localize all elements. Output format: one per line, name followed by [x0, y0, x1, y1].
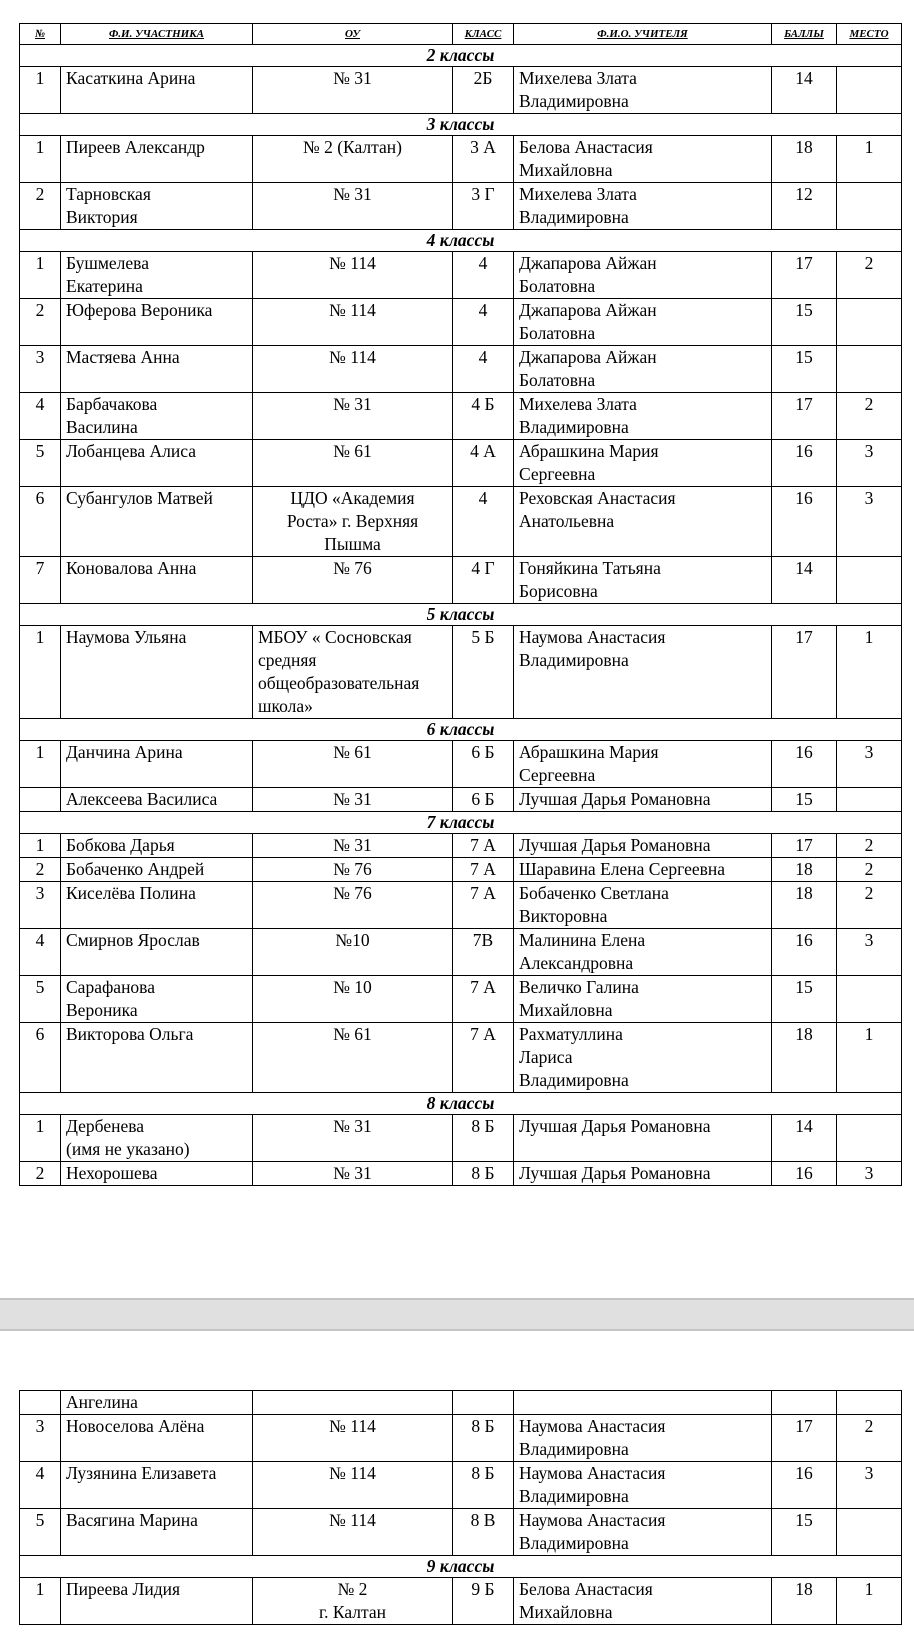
cell-score: 16 — [772, 929, 837, 976]
cell-number: 4 — [20, 393, 61, 440]
cell-class: 3 Г — [453, 183, 514, 230]
cell-number: 5 — [20, 440, 61, 487]
cell-school: № 76 — [253, 882, 453, 929]
table-row — [20, 1115, 902, 1162]
cell-score: 17 — [772, 393, 837, 440]
cell-place: 2 — [837, 858, 902, 882]
cell-place: 1 — [837, 626, 902, 719]
cell-teacher: Бобаченко Светлана Викторовна — [514, 882, 772, 929]
table-row — [20, 788, 902, 812]
cell-teacher: Лучшая Дарья Романовна — [514, 1162, 772, 1186]
table-row — [20, 1162, 902, 1186]
cell-number: 2 — [20, 858, 61, 882]
header-class: КЛАСС — [453, 24, 514, 45]
cell-score: 17 — [772, 252, 837, 299]
cell-place — [837, 346, 902, 393]
cell-school: № 31 — [253, 788, 453, 812]
cell-number: 1 — [20, 741, 61, 788]
cell-place: 3 — [837, 440, 902, 487]
cell-teacher: Лучшая Дарья Романовна — [514, 834, 772, 858]
cell-participant: Субангулов Матвей — [61, 487, 253, 557]
results-table-page-1 — [19, 23, 902, 1186]
cell-score: 14 — [772, 557, 837, 604]
table-body — [20, 1391, 902, 1625]
section-row — [20, 812, 902, 834]
table-header — [20, 24, 902, 45]
cell-participant: Коновалова Анна — [61, 557, 253, 604]
table-row — [20, 626, 902, 719]
section-title: 7 классы — [20, 812, 902, 834]
cell-school: № 76 — [253, 858, 453, 882]
cell-number — [20, 1391, 61, 1415]
section-title: 8 классы — [20, 1093, 902, 1115]
cell-school: № 31 — [253, 834, 453, 858]
cell-teacher: Михелева Злата Владимировна — [514, 393, 772, 440]
cell-participant: Бушмелева Екатерина — [61, 252, 253, 299]
table-row — [20, 976, 902, 1023]
table-body — [20, 45, 902, 1186]
cell-number: 1 — [20, 67, 61, 114]
cell-school: МБОУ « Сосновская средняя общеобразовательная школа» — [253, 626, 453, 719]
cell-participant: Лобанцева Алиса — [61, 440, 253, 487]
cell-number: 6 — [20, 487, 61, 557]
section-title: 3 классы — [20, 114, 902, 136]
cell-participant: Киселёва Полина — [61, 882, 253, 929]
cell-score: 17 — [772, 1415, 837, 1462]
table-row — [20, 1578, 902, 1625]
cell-teacher: Белова Анастасия Михайловна — [514, 136, 772, 183]
cell-number: 2 — [20, 299, 61, 346]
section-row — [20, 230, 902, 252]
table-row — [20, 1023, 902, 1093]
cell-school: № 2 (Калтан) — [253, 136, 453, 183]
cell-school: № 31 — [253, 183, 453, 230]
cell-teacher: Малинина Елена Александровна — [514, 929, 772, 976]
cell-school: № 10 — [253, 976, 453, 1023]
cell-class: 8 В — [453, 1509, 514, 1556]
table-row — [20, 741, 902, 788]
table-row — [20, 299, 902, 346]
cell-score: 12 — [772, 183, 837, 230]
table-row — [20, 858, 902, 882]
cell-participant: Касаткина Арина — [61, 67, 253, 114]
header-school: ОУ — [253, 24, 453, 45]
cell-number: 3 — [20, 346, 61, 393]
cell-teacher: Гоняйкина Татьяна Борисовна — [514, 557, 772, 604]
cell-class: 7 А — [453, 834, 514, 858]
section-row — [20, 114, 902, 136]
cell-class: 8 Б — [453, 1415, 514, 1462]
cell-participant: Бобкова Дарья — [61, 834, 253, 858]
section-row — [20, 604, 902, 626]
cell-class: 8 Б — [453, 1462, 514, 1509]
cell-place — [837, 557, 902, 604]
cell-place: 3 — [837, 1162, 902, 1186]
cell-class: 7 А — [453, 858, 514, 882]
cell-school: № 31 — [253, 1115, 453, 1162]
cell-class: 8 Б — [453, 1115, 514, 1162]
cell-score: 15 — [772, 1509, 837, 1556]
section-row — [20, 1093, 902, 1115]
table-row — [20, 346, 902, 393]
header-number: № — [20, 24, 61, 45]
cell-teacher: Михелева Злата Владимировна — [514, 67, 772, 114]
cell-place: 1 — [837, 1578, 902, 1625]
table-row — [20, 136, 902, 183]
cell-score: 14 — [772, 67, 837, 114]
cell-class: 7В — [453, 929, 514, 976]
cell-place: 3 — [837, 929, 902, 976]
cell-class: 4 — [453, 299, 514, 346]
cell-teacher: Джапарова Айжан Болатовна — [514, 346, 772, 393]
cell-score — [772, 1391, 837, 1415]
table-row — [20, 1415, 902, 1462]
cell-place: 3 — [837, 487, 902, 557]
cell-number: 5 — [20, 1509, 61, 1556]
cell-class — [453, 1391, 514, 1415]
cell-number: 1 — [20, 1115, 61, 1162]
section-row — [20, 45, 902, 67]
cell-score: 17 — [772, 834, 837, 858]
cell-class: 5 Б — [453, 626, 514, 719]
cell-score: 15 — [772, 788, 837, 812]
cell-participant: Новоселова Алёна — [61, 1415, 253, 1462]
cell-school: № 114 — [253, 1462, 453, 1509]
table-row — [20, 393, 902, 440]
cell-school: № 114 — [253, 1509, 453, 1556]
cell-place: 2 — [837, 393, 902, 440]
section-title: 4 классы — [20, 230, 902, 252]
cell-class: 2Б — [453, 67, 514, 114]
cell-class: 7 А — [453, 882, 514, 929]
cell-participant: Ангелина — [61, 1391, 253, 1415]
cell-participant: Барбачакова Василина — [61, 393, 253, 440]
cell-school: № 61 — [253, 741, 453, 788]
cell-teacher: Наумова Анастасия Владимировна — [514, 1462, 772, 1509]
header-participant: Ф.И. УЧАСТНИКА — [61, 24, 253, 45]
cell-class: 9 Б — [453, 1578, 514, 1625]
section-row — [20, 1556, 902, 1578]
section-title: 2 классы — [20, 45, 902, 67]
cell-school: № 31 — [253, 67, 453, 114]
cell-class: 4 — [453, 487, 514, 557]
cell-class: 8 Б — [453, 1162, 514, 1186]
cell-score: 16 — [772, 1162, 837, 1186]
cell-participant: Бобаченко Андрей — [61, 858, 253, 882]
cell-place — [837, 976, 902, 1023]
cell-school: № 61 — [253, 440, 453, 487]
cell-school: № 61 — [253, 1023, 453, 1093]
cell-school: № 114 — [253, 252, 453, 299]
cell-place — [837, 1391, 902, 1415]
cell-teacher: Белова Анастасия Михайловна — [514, 1578, 772, 1625]
table-row — [20, 1509, 902, 1556]
cell-teacher: Лучшая Дарья Романовна — [514, 788, 772, 812]
cell-score: 18 — [772, 1578, 837, 1625]
cell-score: 18 — [772, 858, 837, 882]
cell-class: 4 — [453, 346, 514, 393]
cell-teacher: Наумова Анастасия Владимировна — [514, 1509, 772, 1556]
cell-teacher: Абрашкина Мария Сергеевна — [514, 741, 772, 788]
cell-number: 1 — [20, 136, 61, 183]
header-teacher: Ф.И.О. УЧИТЕЛЯ — [514, 24, 772, 45]
cell-score: 16 — [772, 1462, 837, 1509]
cell-number: 2 — [20, 1162, 61, 1186]
header-score: БАЛЛЫ — [772, 24, 837, 45]
cell-score: 18 — [772, 882, 837, 929]
cell-number: 4 — [20, 1462, 61, 1509]
cell-participant: Викторова Ольга — [61, 1023, 253, 1093]
cell-teacher: Шаравина Елена Сергеевна — [514, 858, 772, 882]
cell-score: 16 — [772, 440, 837, 487]
cell-number: 2 — [20, 183, 61, 230]
header-place: МЕСТО — [837, 24, 902, 45]
cell-school: №10 — [253, 929, 453, 976]
cell-number: 5 — [20, 976, 61, 1023]
cell-class: 3 А — [453, 136, 514, 183]
cell-number: 6 — [20, 1023, 61, 1093]
cell-participant: Тарновская Виктория — [61, 183, 253, 230]
cell-class: 4 — [453, 252, 514, 299]
cell-teacher: Реховская Анастасия Анатольевна — [514, 487, 772, 557]
cell-place — [837, 788, 902, 812]
cell-class: 4 А — [453, 440, 514, 487]
cell-class: 6 Б — [453, 788, 514, 812]
cell-number: 1 — [20, 252, 61, 299]
cell-teacher: Наумова Анастасия Владимировна — [514, 1415, 772, 1462]
cell-teacher: Величко Галина Михайловна — [514, 976, 772, 1023]
table-row — [20, 183, 902, 230]
cell-place: 3 — [837, 1462, 902, 1509]
cell-teacher: Джапарова Айжан Болатовна — [514, 252, 772, 299]
table-row — [20, 440, 902, 487]
cell-class: 4 Б — [453, 393, 514, 440]
cell-place — [837, 299, 902, 346]
cell-place: 2 — [837, 882, 902, 929]
cell-participant: Юферова Вероника — [61, 299, 253, 346]
cell-place: 1 — [837, 136, 902, 183]
cell-school: № 2 г. Калтан — [253, 1578, 453, 1625]
cell-participant: Смирнов Ярослав — [61, 929, 253, 976]
cell-number: 1 — [20, 834, 61, 858]
cell-teacher: Абрашкина Мария Сергеевна — [514, 440, 772, 487]
cell-school: № 114 — [253, 346, 453, 393]
cell-place: 1 — [837, 1023, 902, 1093]
cell-score: 18 — [772, 1023, 837, 1093]
section-row — [20, 719, 902, 741]
cell-participant: Данчина Арина — [61, 741, 253, 788]
cell-number: 4 — [20, 929, 61, 976]
cell-number: 3 — [20, 1415, 61, 1462]
cell-school: № 31 — [253, 1162, 453, 1186]
cell-participant: Наумова Ульяна — [61, 626, 253, 719]
section-title: 5 классы — [20, 604, 902, 626]
cell-school: № 114 — [253, 299, 453, 346]
cell-place: 2 — [837, 1415, 902, 1462]
cell-teacher: Михелева Злата Владимировна — [514, 183, 772, 230]
cell-participant: Алексеева Василиса — [61, 788, 253, 812]
cell-class: 7 А — [453, 976, 514, 1023]
table-row — [20, 834, 902, 858]
cell-school — [253, 1391, 453, 1415]
cell-school: № 76 — [253, 557, 453, 604]
table-row — [20, 557, 902, 604]
cell-participant: Мастяева Анна — [61, 346, 253, 393]
cell-school: № 114 — [253, 1415, 453, 1462]
cell-number: 1 — [20, 626, 61, 719]
cell-class: 6 Б — [453, 741, 514, 788]
cell-place: 3 — [837, 741, 902, 788]
cell-teacher: Рахматуллина Лариса Владимировна — [514, 1023, 772, 1093]
cell-place — [837, 1115, 902, 1162]
cell-score: 15 — [772, 299, 837, 346]
table-row — [20, 252, 902, 299]
section-title: 6 классы — [20, 719, 902, 741]
table-row — [20, 1462, 902, 1509]
cell-number: 7 — [20, 557, 61, 604]
cell-place — [837, 183, 902, 230]
cell-score: 18 — [772, 136, 837, 183]
section-title: 9 классы — [20, 1556, 902, 1578]
cell-participant: Сарафанова Вероника — [61, 976, 253, 1023]
cell-place — [837, 1509, 902, 1556]
cell-place — [837, 67, 902, 114]
cell-participant: Лузянина Елизавета — [61, 1462, 253, 1509]
results-table-page-2 — [19, 1390, 902, 1625]
cell-score: 15 — [772, 346, 837, 393]
cell-place: 2 — [837, 252, 902, 299]
cell-school: № 31 — [253, 393, 453, 440]
page-break — [0, 1298, 914, 1331]
cell-teacher: Наумова Анастасия Владимировна — [514, 626, 772, 719]
cell-score: 14 — [772, 1115, 837, 1162]
cell-place: 2 — [837, 834, 902, 858]
cell-class: 7 А — [453, 1023, 514, 1093]
table-row — [20, 67, 902, 114]
cell-school: ЦДО «Академия Роста» г. Верхняя Пышма — [253, 487, 453, 557]
cell-score: 16 — [772, 741, 837, 788]
cell-teacher: Джапарова Айжан Болатовна — [514, 299, 772, 346]
table-row — [20, 1391, 902, 1415]
cell-number — [20, 788, 61, 812]
cell-participant: Пиреев Александр — [61, 136, 253, 183]
cell-number: 3 — [20, 882, 61, 929]
cell-teacher: Лучшая Дарья Романовна — [514, 1115, 772, 1162]
cell-participant: Пиреева Лидия — [61, 1578, 253, 1625]
cell-participant: Васягина Марина — [61, 1509, 253, 1556]
table-row — [20, 487, 902, 557]
cell-score: 16 — [772, 487, 837, 557]
table-row — [20, 882, 902, 929]
cell-participant: Дербенева (имя не указано) — [61, 1115, 253, 1162]
table-row — [20, 929, 902, 976]
cell-teacher — [514, 1391, 772, 1415]
cell-number: 1 — [20, 1578, 61, 1625]
cell-participant: Нехорошева — [61, 1162, 253, 1186]
cell-score: 17 — [772, 626, 837, 719]
cell-score: 15 — [772, 976, 837, 1023]
cell-class: 4 Г — [453, 557, 514, 604]
